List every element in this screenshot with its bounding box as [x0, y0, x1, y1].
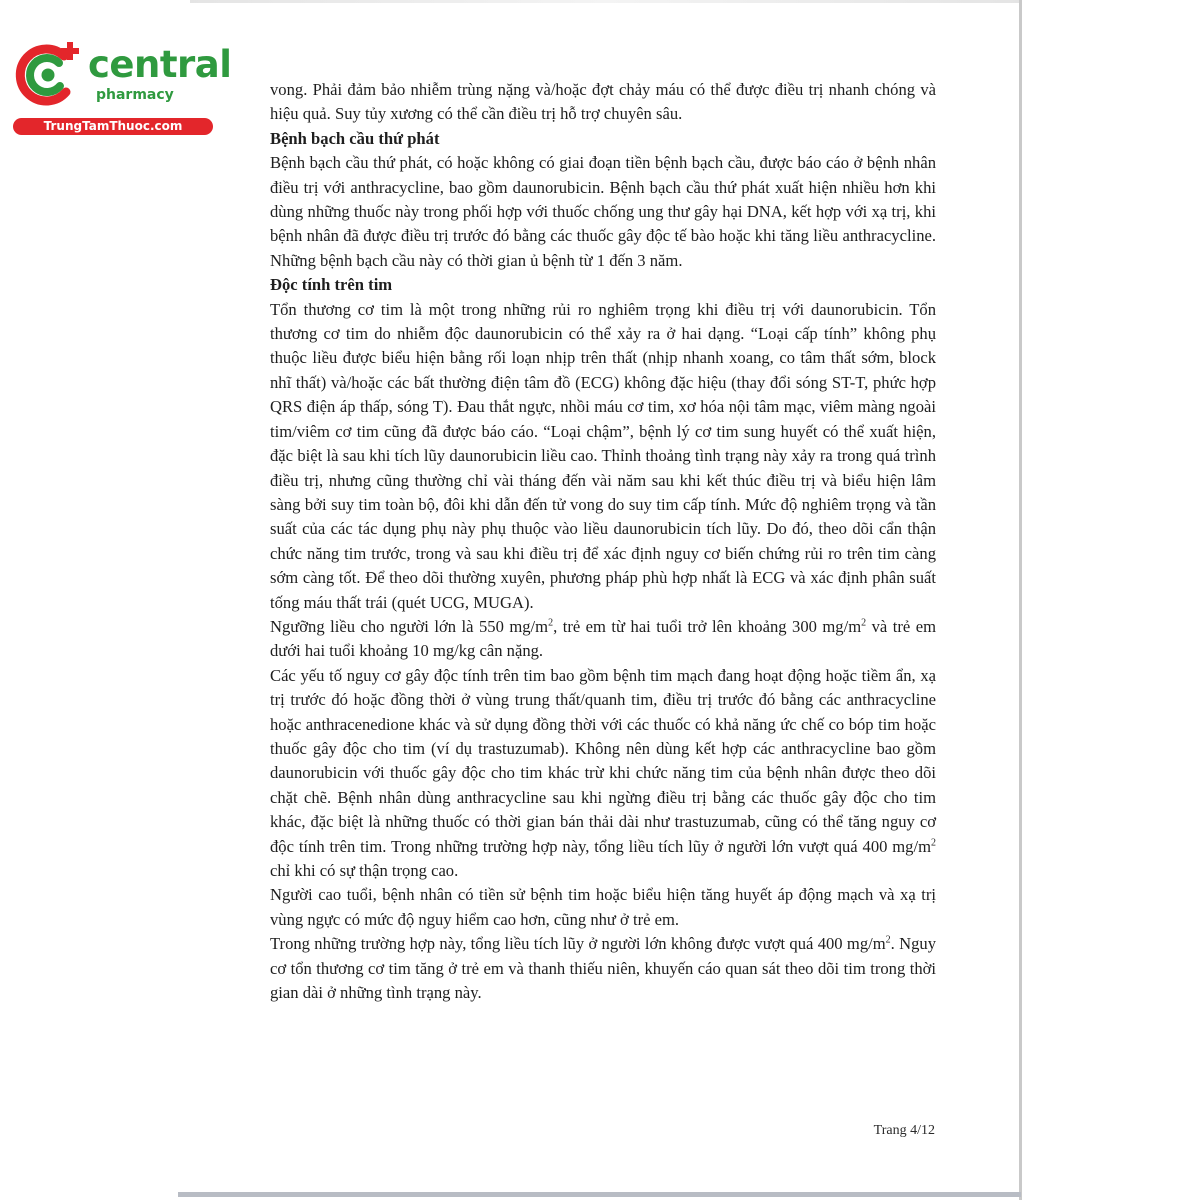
document-body — [270, 78, 936, 1005]
scan-edge-bottom — [178, 1192, 1021, 1197]
heading-secondary-leukemia: Bệnh bạch cầu thứ phát — [270, 128, 440, 148]
scan-edge-top — [190, 0, 1020, 3]
paragraph-cumulative-dose — [270, 932, 936, 1005]
logo-name: central — [88, 43, 232, 86]
scan-edge-right — [1019, 0, 1022, 1200]
central-pharmacy-logo[interactable] — [8, 38, 232, 138]
logo-site-url[interactable]: TrungTamThuoc.com — [13, 118, 213, 135]
paragraph-secondary-leukemia: Bệnh bạch cầu thứ phát, có hoặc không có giai đoạn tiền bệnh bạch cầu, được báo cáo ở bệnh nhân điều trị với anthracycline, bao gồm daunorubicin. Bệnh bạch cầu thứ phát xuất hiện nhiều hơn khi dùng những thuốc này trong phối hợp với thuốc chống ung thư gây hại DNA, kết hợp với xạ trị, khi bệnh nhân đã được điều trị trước đó bằng các thuốc gây độc tế bào hoặc khi tăng liều anthracycline. Những bệnh bạch cầu này có thời gian ủ bệnh từ 1 đến 3 năm. — [270, 153, 936, 270]
page-number: Trang 4/12 — [873, 1123, 935, 1138]
superscript-2: 2 — [548, 617, 554, 629]
superscript-2: 2 — [885, 934, 891, 946]
risk-factors-text-1: Các yếu tố nguy cơ gây độc tính trên tim bao gồm bệnh tim mạch đang hoạt động hoặc tiềm ẩn, xạ trị trước đó hoặc đồng thời ở vùng trung thất/quanh tim, điều trị trước đó bằng các anthracycline hoặc anthracenedione khác và sử dụng đồng thời với các thuốc có khả năng ức chế co bóp tim hoặc thuốc gây độc cho tim (ví dụ trastuzumab). Không nên dùng kết hợp các anthracycline bao gồm daunorubicin với thuốc gây độc cho tim khác trừ khi chức năng tim của bệnh nhân được theo dõi chặt chẽ. Bệnh nhân dùng anthracycline sau khi ngừng điều trị bằng các thuốc gây độc cho tim khác, đặc biệt là những thuốc có thời gian bán thải dài như trastuzumab, cũng có thể tăng nguy cơ độc tính trên tim. Trong những trường hợp này, tổng liều tích lũy ở người lớn vượt quá 400 mg/m — [270, 665, 936, 856]
dose-threshold-text-2: , trẻ em từ hai tuổi trở lên khoảng 300 mg/m — [553, 616, 862, 636]
paragraph-risk-factors — [270, 664, 936, 884]
paragraph-dose-threshold — [270, 615, 936, 664]
logo-subtitle: pharmacy — [96, 87, 174, 103]
paragraph-cardiotoxicity: Tổn thương cơ tim là một trong những rủi ro nghiêm trọng khi điều trị với daunorubicin. Tổn thương cơ tim do nhiễm độc daunorubicin có thể xảy ra ở hai dạng. “Loại cấp tính” không phụ thuộc liều được biểu hiện bằng rối loạn nhịp trên thất (nhịp nhanh xoang, co tâm thất sớm, block nhĩ thất) và/hoặc các bất thường điện tâm đồ (ECG) không đặc hiệu (thay đổi sóng ST-T, phức hợp QRS điện áp thấp, sóng T). Đau thắt ngực, nhồi máu cơ tim, xơ hóa nội tâm mạc, viêm màng ngoài tim/viêm cơ tim cũng đã được báo cáo. “Loại chậm”, bệnh lý cơ tim sung huyết có thể xuất hiện, đặc biệt là sau khi tích lũy daunorubicin liều cao. Thỉnh thoảng tình trạng này xảy ra trong quá trình điều trị, nhưng cũng thường chỉ vài tháng đến vài năm sau khi kết thúc điều trị và biểu hiện lâm sàng bởi suy tim toàn bộ, đôi khi dẫn đến tử vong do suy tim cấp tính. Mức độ nghiêm trọng và tần suất của các tác dụng phụ này phụ thuộc vào liều daunorubicin tích lũy. Do đó, theo dõi cẩn thận chức năng tim trước, trong và sau khi điều trị để xác định nguy cơ biến chứng rủi ro trên tim càng sớm càng tốt. Để theo dõi thường xuyên, phương pháp phù hợp nhất là ECG và xác định phân suất tống máu thất trái (quét UCG, MUGA). — [270, 299, 936, 612]
risk-factors-text-2: chỉ khi có sự thận trọng cao. — [270, 861, 459, 880]
heading-cardiotoxicity: Độc tính trên tim — [270, 275, 393, 295]
dose-threshold-text-1: Ngưỡng liều cho người lớn là 550 mg/m — [270, 616, 549, 636]
paragraph-elderly: Người cao tuổi, bệnh nhân có tiền sử bệnh tim hoặc biểu hiện tăng huyết áp động mạch và xạ trị vùng ngực có mức độ nguy hiểm cao hơn, cũng như ở trẻ em. — [270, 885, 936, 929]
central-pharmacy-logo-icon — [12, 40, 84, 112]
superscript-2: 2 — [931, 837, 936, 849]
paragraph-bone-marrow: vong. Phải đảm bảo nhiễm trùng nặng và/hoặc đợt chảy máu có thể được điều trị nhanh chóng và hiệu quả. Suy tủy xương có thể cần điều trị hỗ trợ chuyên sâu. — [270, 80, 936, 124]
dose-threshold-text-3: và trẻ em dưới hai tuổi khoảng 10 mg/kg cân nặng. — [270, 616, 936, 661]
cumulative-dose-text-1: Trong những trường hợp này, tổng liều tích lũy ở người lớn không được vượt quá 400 mg/m — [270, 934, 886, 954]
cumulative-dose-text-2: . Nguy cơ tổn thương cơ tim tăng ở trẻ em và thanh thiếu niên, khuyến cáo quan sát theo dõi tim trong thời gian dài ở những tình trạng này. — [270, 934, 937, 1003]
superscript-2: 2 — [861, 617, 867, 629]
